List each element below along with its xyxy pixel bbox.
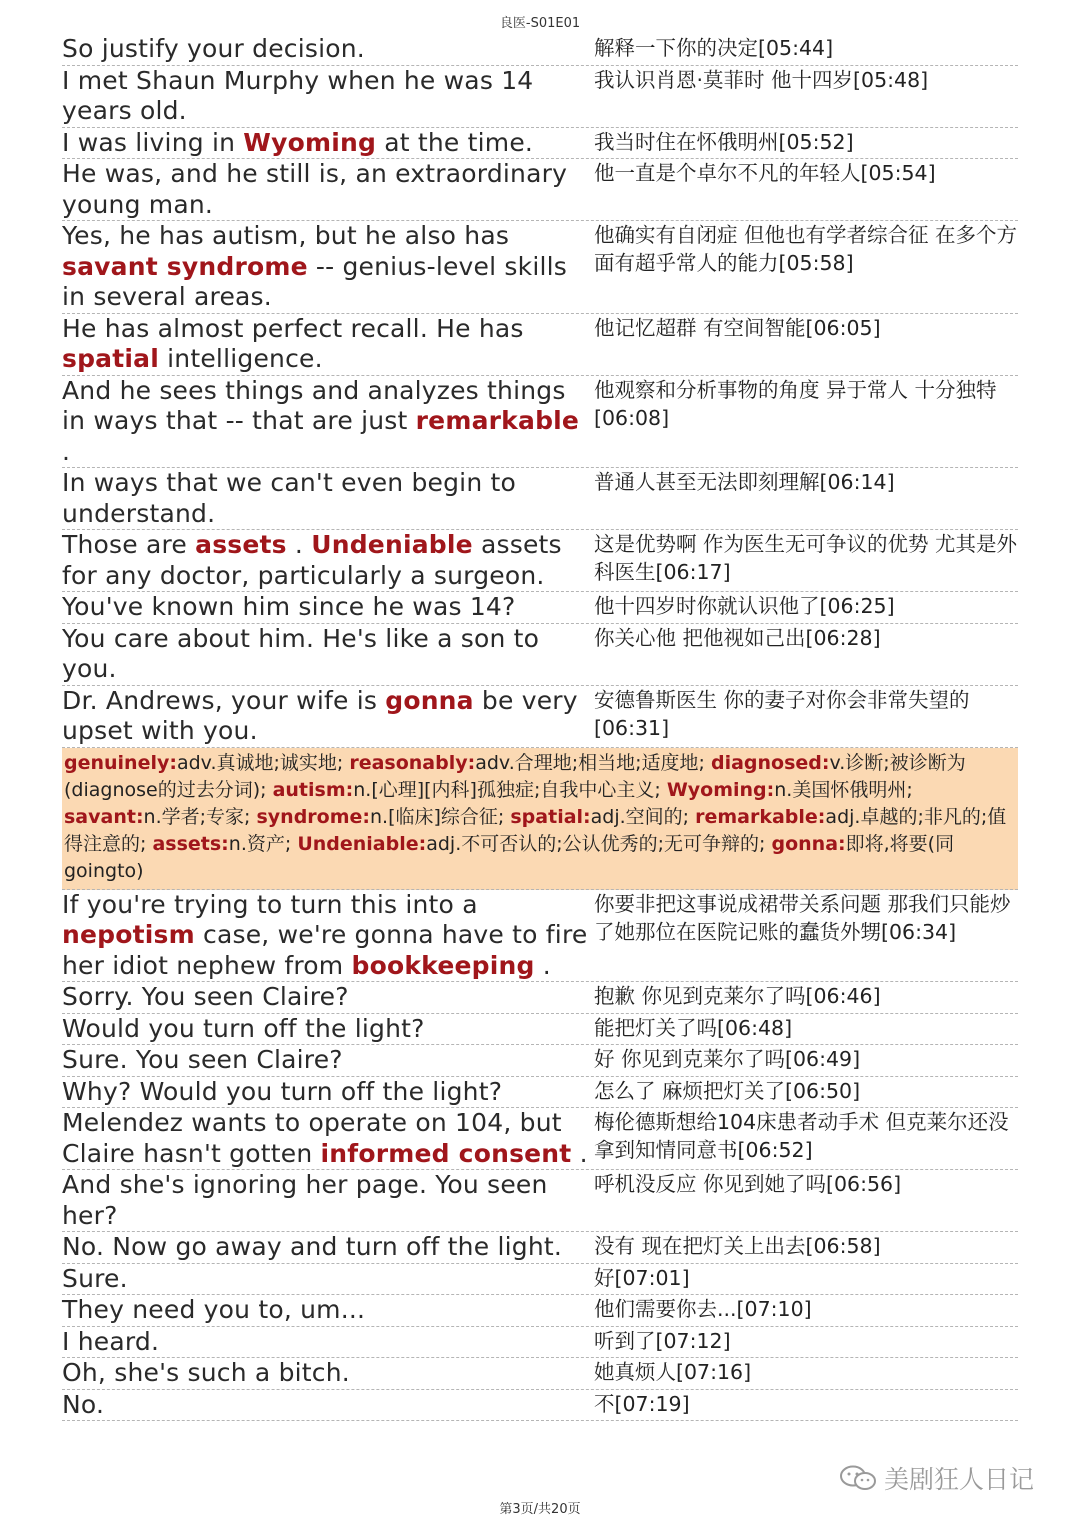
subtitle-row xyxy=(62,592,1018,624)
chinese-translation: 他观察和分析事物的角度 异于常人 十分独特[06:08] xyxy=(594,377,997,430)
subtitle-sheet xyxy=(62,34,1018,1421)
english-text: . xyxy=(571,1138,588,1168)
vocab-term: reasonably: xyxy=(349,751,476,774)
chinese-translation: 普通人甚至无法即刻理解[06:14] xyxy=(594,470,895,494)
chinese-translation: 能把灯关了吗[06:48] xyxy=(594,1015,793,1040)
english-line xyxy=(62,982,594,1013)
english-text: Dr. Andrews, your wife is xyxy=(62,685,386,715)
english-text: In ways that we can't even begin to understand. xyxy=(62,468,517,528)
vocab-definition: n.美国怀俄明州; xyxy=(774,778,913,801)
subtitle-row xyxy=(62,1295,1018,1327)
vocab-term: Wyoming: xyxy=(666,778,775,801)
keyword: Wyoming xyxy=(243,127,377,157)
english-line xyxy=(62,686,594,747)
chinese-translation: 解释一下你的决定[05:44] xyxy=(594,36,834,60)
subtitle-row xyxy=(62,1358,1018,1390)
chinese-translation: 我认识肖恩·莫菲时 他十四岁[05:48] xyxy=(594,67,929,92)
subtitle-row xyxy=(62,66,1018,128)
chinese-translation: 怎么了 麻烦把灯关了[06:50] xyxy=(594,1078,861,1103)
english-text: I heard. xyxy=(62,1326,160,1356)
english-line xyxy=(62,159,594,220)
subtitle-row xyxy=(62,376,1018,469)
vocab-definition: n.[临床]综合征; xyxy=(370,805,511,828)
subtitle-row xyxy=(62,1232,1018,1264)
english-text: I met Shaun Murphy when he was 14 years old. xyxy=(62,65,534,125)
subtitle-row xyxy=(62,1014,1018,1046)
keyword: spatial xyxy=(62,344,160,373)
english-line xyxy=(62,1327,594,1358)
english-text: Sure. xyxy=(62,1263,128,1293)
english-text: He was, and he still is, an extraordinary young man. xyxy=(62,159,568,219)
english-line xyxy=(62,1358,594,1389)
english-text: So justify your decision. xyxy=(62,34,365,63)
subtitle-row xyxy=(62,1264,1018,1296)
chinese-translation: 这是优势啊 作为医生无可争议的优势 尤其是外科医生[06:17] xyxy=(594,532,1018,584)
subtitle-row xyxy=(62,128,1018,160)
subtitle-row xyxy=(62,221,1018,314)
subtitle-row xyxy=(62,1045,1018,1077)
english-line xyxy=(62,314,594,375)
english-text: Oh, she's such a bitch. xyxy=(62,1358,350,1387)
keyword: bookkeeping xyxy=(351,950,535,980)
english-line xyxy=(62,1390,594,1421)
english-line xyxy=(62,1170,594,1231)
vocab-term: syndrome: xyxy=(256,805,371,828)
english-line xyxy=(62,66,594,127)
watermark-text: 美剧狂人日记 xyxy=(884,1465,1035,1494)
english-text: case, we're gonna have to fire her idiot nephew from xyxy=(62,920,588,980)
english-text: If you're trying to turn this into a xyxy=(62,889,478,919)
subtitle-row xyxy=(62,686,1018,748)
vocabulary-box xyxy=(62,748,1018,890)
english-line xyxy=(62,1108,594,1169)
vocab-term: remarkable: xyxy=(695,805,826,828)
vocab-term: gonna: xyxy=(771,832,846,855)
subtitle-row xyxy=(62,314,1018,376)
english-line xyxy=(62,1264,594,1295)
vocab-definition: v.诊断;被诊断为(diagnose的过去分词); xyxy=(64,751,966,801)
keyword: remarkable xyxy=(415,406,580,435)
keyword: savant syndrome xyxy=(62,251,308,281)
chinese-translation: 抱歉 你见到克莱尔了吗[06:46] xyxy=(594,984,881,1008)
english-text: And he sees things and analyzes things in ways that -- that are just xyxy=(62,375,566,435)
vocab-definition: n.[心理][内科]孤独症;自我中心主义; xyxy=(353,778,667,801)
subtitle-row xyxy=(62,468,1018,530)
chinese-translation: 她真烦人[07:16] xyxy=(594,1360,752,1384)
english-text: Melendez wants to operate on 104, but Claire hasn't gotten xyxy=(62,1108,562,1168)
keyword: gonna xyxy=(385,685,474,715)
english-line xyxy=(62,1077,594,1108)
vocab-definition: adj.卓越的;非凡的;值得注意的; xyxy=(64,805,1007,855)
keyword: nepotism xyxy=(62,920,195,949)
vocab-definition: adj.不可否认的;公认优秀的;无可争辩的; xyxy=(426,832,772,855)
keyword: informed consent xyxy=(320,1138,572,1168)
subtitle-row xyxy=(62,1170,1018,1232)
chinese-translation: 安德鲁斯医生 你的妻子对你会非常失望的[06:31] xyxy=(594,687,970,740)
vocab-definition: adj.空间的; xyxy=(590,805,696,828)
english-text: Sorry. You seen Claire? xyxy=(62,982,349,1011)
vocab-term: assets: xyxy=(152,832,229,855)
english-line xyxy=(62,530,594,591)
english-line xyxy=(62,468,594,529)
english-text: assets for any doctor, particularly a surgeon. xyxy=(62,530,562,590)
keyword: Undeniable xyxy=(311,530,473,559)
vocab-definition: n.学者;专家; xyxy=(143,805,257,828)
subtitle-row xyxy=(62,890,1018,983)
vocab-term: diagnosed: xyxy=(710,751,830,774)
english-line xyxy=(62,592,594,623)
english-line xyxy=(62,624,594,685)
english-text: Yes, he has autism, but he also has xyxy=(62,221,510,250)
english-line xyxy=(62,1045,594,1076)
english-text: Sure. You seen Claire? xyxy=(62,1045,343,1074)
vocab-definition: 即将,将要(同goingto) xyxy=(64,832,955,882)
subtitle-row xyxy=(62,624,1018,686)
subtitle-row xyxy=(62,1077,1018,1109)
chinese-translation: 没有 现在把灯关上出去[06:58] xyxy=(594,1234,881,1258)
keyword: assets xyxy=(195,530,287,559)
subtitle-rows-bottom xyxy=(62,890,1018,1422)
english-text: And she's ignoring her page. You seen her? xyxy=(62,1170,548,1230)
document-header: 良医-S01E01 xyxy=(499,16,581,31)
english-text: You care about him. He's like a son to you. xyxy=(62,623,540,683)
english-text: He has almost perfect recall. He has xyxy=(62,313,524,343)
subtitle-row xyxy=(62,159,1018,221)
vocab-definition: adv.合理地;相当地;适度地; xyxy=(475,751,711,774)
english-text: at the time. xyxy=(376,127,534,157)
chinese-translation: 梅伦德斯想给104床患者动手术 但克莱尔还没拿到知情同意书[06:52] xyxy=(594,1110,1009,1162)
chinese-translation: 好[07:01] xyxy=(594,1265,690,1290)
chinese-translation: 他十四岁时你就认识他了[06:25] xyxy=(594,594,895,618)
english-text: No. xyxy=(62,1389,105,1419)
english-line xyxy=(62,376,594,468)
english-text: You've known him since he was 14? xyxy=(62,592,516,621)
watermark xyxy=(838,1460,1034,1496)
english-text: Why? Would you turn off the light? xyxy=(62,1076,503,1106)
english-text: . xyxy=(286,530,312,559)
chinese-translation: 不[07:19] xyxy=(594,1391,690,1416)
english-text: Would you turn off the light? xyxy=(62,1013,425,1043)
english-text: . xyxy=(62,436,71,466)
chinese-translation: 他一直是个卓尔不凡的年轻人[05:54] xyxy=(594,161,936,185)
chinese-translation: 呼机没反应 你见到她了吗[06:56] xyxy=(594,1172,902,1196)
subtitle-row xyxy=(62,1327,1018,1359)
chinese-translation: 他记忆超群 有空间智能[06:05] xyxy=(594,315,881,340)
subtitle-row xyxy=(62,530,1018,592)
chinese-translation: 听到了[07:12] xyxy=(594,1328,731,1353)
page-number: 第3页/共20页 xyxy=(499,1502,581,1517)
subtitle-rows-top xyxy=(62,34,1018,748)
chinese-translation: 我当时住在怀俄明州[05:52] xyxy=(594,129,854,154)
english-line xyxy=(62,890,594,982)
english-text: be very upset with you. xyxy=(62,685,578,745)
vocab-definition: adv.真诚地;诚实地; xyxy=(176,751,350,774)
english-line xyxy=(62,1232,594,1263)
chinese-translation: 你关心他 把他视如己出[06:28] xyxy=(594,625,881,650)
english-line xyxy=(62,221,594,313)
english-text: They need you to, um... xyxy=(62,1295,366,1324)
english-text: intelligence. xyxy=(159,344,323,373)
vocab-term: Undeniable: xyxy=(297,832,427,855)
chinese-translation: 你要非把这事说成裙带关系问题 那我们只能炒了她那位在医院记账的蠢货外甥[06:34] xyxy=(594,891,1011,944)
english-text: Those are xyxy=(62,530,196,559)
vocab-definition: n.资产; xyxy=(228,832,298,855)
chinese-translation: 好 你见到克莱尔了吗[06:49] xyxy=(594,1047,861,1071)
chinese-translation: 他确实有自闭症 但他也有学者综合征 在多个方面有超乎常人的能力[05:58] xyxy=(594,223,1018,275)
english-text: No. Now go away and turn off the light. xyxy=(62,1232,563,1261)
subtitle-row xyxy=(62,1108,1018,1170)
subtitle-row xyxy=(62,34,1018,66)
vocab-term: autism: xyxy=(272,778,354,801)
english-text: . xyxy=(534,950,551,980)
wechat-icon xyxy=(838,1464,878,1492)
english-line xyxy=(62,128,594,159)
subtitle-row xyxy=(62,982,1018,1014)
english-text: -- genius-level skills in several areas. xyxy=(62,251,567,311)
english-line xyxy=(62,1014,594,1045)
english-line xyxy=(62,34,594,65)
subtitle-row xyxy=(62,1390,1018,1422)
vocab-term: savant: xyxy=(64,805,144,828)
english-text: I was living in xyxy=(62,127,244,157)
english-line xyxy=(62,1295,594,1326)
vocab-term: spatial: xyxy=(510,805,591,828)
vocab-term: genuinely: xyxy=(64,751,177,774)
chinese-translation: 他们需要你去...[07:10] xyxy=(594,1297,812,1321)
